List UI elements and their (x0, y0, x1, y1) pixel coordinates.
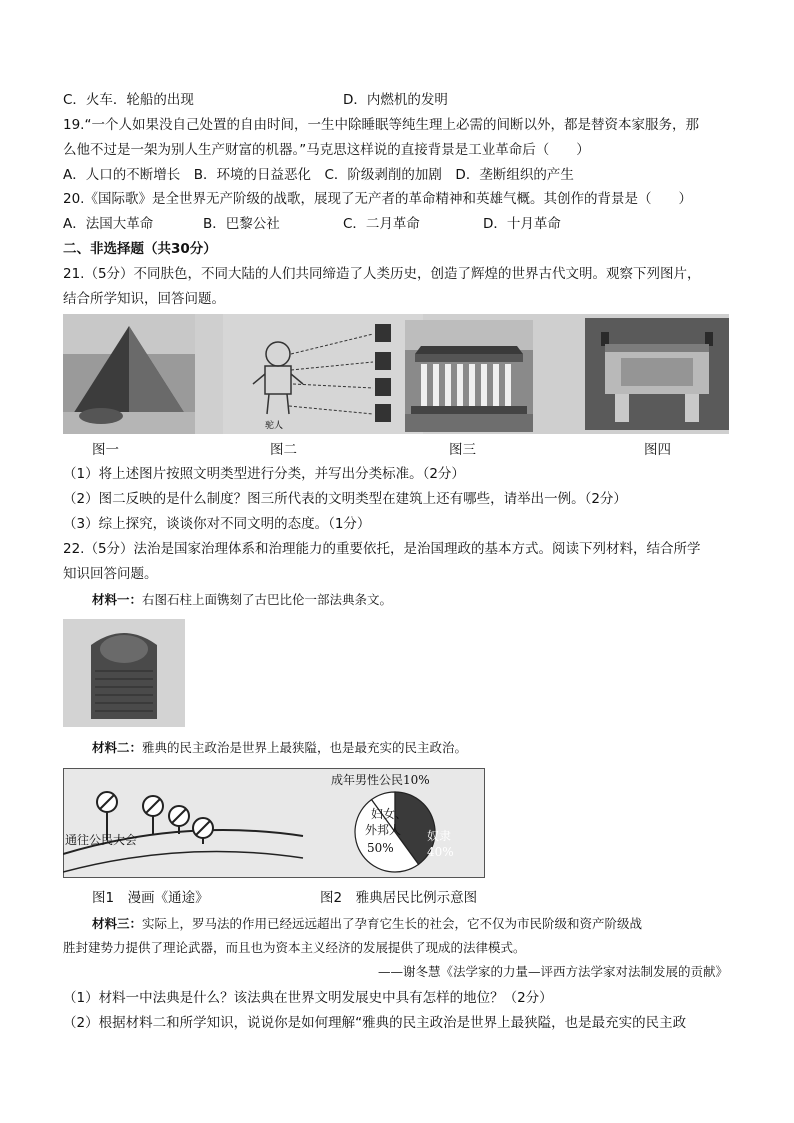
q20-option-c: C．二月革命 (343, 216, 420, 232)
material-1-text: 右图石柱上面镌刻了古巴比伦一部法典条文。 (142, 592, 393, 607)
bronze-ding-image (585, 318, 729, 430)
pie-label-women-line2: 外邦人 (365, 823, 402, 837)
material-3-line2: 胜封建势力提供了理论武器，而且也为资本主义经济的发展提供了现成的法律模式。 (63, 940, 526, 955)
material-3-source: ——谢冬慧《法学家的力量—评西方法学家对法制发展的贡献》 (377, 964, 728, 979)
figure-1-caption: 图1 漫画《通途》 (92, 890, 209, 906)
q18-option-c: C．火车．轮船的出现 (63, 92, 194, 108)
q21-stem-line1: 21.（5分）不同肤色，不同大陆的人们共同缔造了人类历史，创造了辉煌的世界古代文明。观察下列图片， (63, 266, 701, 282)
caption-fig4: 图四 (644, 442, 671, 458)
material-3-label: 材料三： (92, 916, 143, 931)
q20-stem: 20.《国际歌》是全世界无产阶级的战歌，展现了无产者的革命精神和英雄气概。其创作的背景是（ ） (63, 191, 692, 207)
pie-label-citizens: 成年男性公民10% (331, 773, 430, 787)
q21-sub1: （1）将上述图片按照文明类型进行分类，并写出分类标准。（2分） (63, 466, 465, 482)
q19-stem-line2: 么他不过是一架为别人生产财富的机器。”马克思这样说的直接背景是工业革命后（ ） (63, 142, 590, 158)
q22-stem-line2: 知识回答问题。 (63, 566, 158, 582)
parthenon-image (405, 320, 533, 432)
fig2-label: 驼人 (265, 421, 284, 431)
pyramid-image (63, 314, 195, 434)
q20-option-b: B．巴黎公社 (203, 216, 280, 232)
pie-label-women-pct: 50% (367, 841, 394, 855)
cartoon-label: 通往公民大会 (65, 833, 138, 847)
q22-stem-line1: 22.（5分）法治是国家治理体系和治理能力的重要依托，是治国理政的基本方式。阅读下列材料，结合所学 (63, 541, 701, 557)
caption-fig3: 图三 (449, 442, 476, 458)
q21-image-strip (63, 314, 729, 434)
material-2-label: 材料二： (92, 740, 143, 755)
material-2-text: 雅典的民主政治是世界上最狭隘，也是最充实的民主政治。 (142, 740, 468, 755)
q18-option-d: D．内燃机的发明 (343, 92, 448, 108)
material-2 (92, 738, 467, 758)
pie-label-women-line1: 妇女、 (371, 807, 408, 821)
caption-fig1: 图一 (92, 442, 119, 458)
material-3-line1 (92, 914, 642, 934)
q22-sub2: （2）根据材料二和所学知识，说说你是如何理解“雅典的民主政治是世界上最狭隘，也是最充实的民主政 (63, 1015, 687, 1031)
q20-option-a: A．法国大革命 (63, 216, 154, 232)
material-1-label: 材料一： (92, 592, 143, 607)
stele-image (63, 619, 185, 727)
figure-2-caption: 图2 雅典居民比例示意图 (320, 890, 478, 906)
section-heading: 二、非选择题（共30分） (63, 241, 217, 257)
material-3-text1: 实际上，罗马法的作用已经远远超出了孕育它生长的社会，它不仅为市民阶级和资产阶级战 (142, 916, 643, 931)
q22-sub1: （1）材料一中法典是什么？该法典在世界文明发展史中具有怎样的地位？（2分） (63, 990, 553, 1006)
material-1 (92, 590, 392, 610)
caste-diagram (223, 314, 423, 434)
q19-options: A．人口的不断增长 B．环境的日益恶化 C．阶级剥削的加剧 D．垄断组织的产生 (63, 167, 574, 183)
caption-fig2: 图二 (270, 442, 297, 458)
q19-stem-line1: 19.“一个人如果没自己处置的自由时间，一生中除睡眠等纯生理上必需的间断以外，都是替资本家服务，那 (63, 117, 699, 133)
q21-sub2: （2）图二反映的是什么制度？图三所代表的文明类型在建筑上还有哪些，请举出一例。（2分） (63, 491, 627, 507)
q21-stem-line2: 结合所学知识，回答问题。 (63, 291, 225, 307)
q21-sub3: （3）综上探究，谈谈你对不同文明的态度。（1分） (63, 516, 371, 532)
pie-label-slaves-pct: 40% (427, 845, 454, 859)
material-2-figure (63, 768, 485, 878)
pie-label-slaves: 奴隶 (427, 829, 452, 843)
q20-option-d: D．十月革命 (483, 216, 561, 232)
